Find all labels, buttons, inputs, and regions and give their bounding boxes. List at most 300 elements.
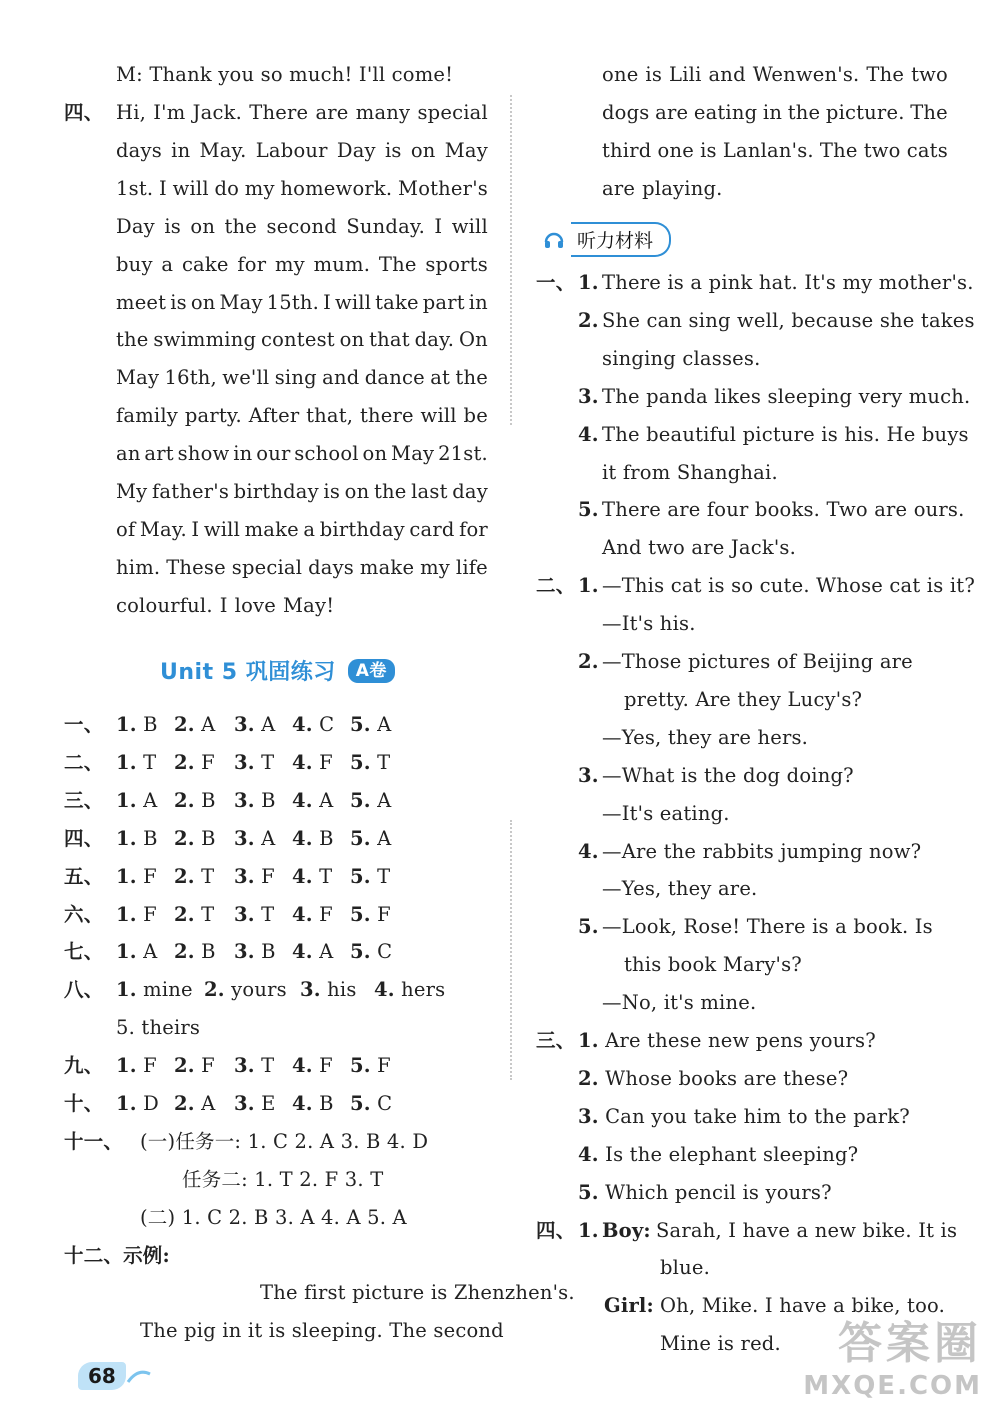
answer-item bbox=[350, 862, 390, 892]
answer-item bbox=[116, 710, 158, 740]
answer-item bbox=[234, 710, 275, 740]
passage-line bbox=[116, 591, 488, 621]
passage-line bbox=[116, 477, 488, 507]
listening-header bbox=[541, 222, 671, 257]
answer-value: A bbox=[136, 788, 158, 812]
column-divider-top bbox=[510, 95, 512, 425]
answer-label: 九、 bbox=[64, 1054, 104, 1078]
word: will bbox=[334, 290, 372, 314]
word: a bbox=[161, 252, 174, 276]
page-number-text: 68 bbox=[78, 1362, 126, 1390]
passage-line bbox=[116, 212, 488, 242]
word: The bbox=[866, 63, 905, 86]
script-line: Mine is red. bbox=[660, 1332, 781, 1356]
answer-number: 4. bbox=[292, 940, 313, 964]
continuation-line bbox=[602, 136, 948, 166]
script-line bbox=[578, 1064, 848, 1094]
answer-item bbox=[350, 1051, 391, 1081]
twelve-label: 十二、示例: bbox=[64, 1243, 170, 1267]
answer-item bbox=[174, 786, 216, 816]
answer-number: 3. bbox=[234, 1054, 255, 1078]
section-label: 四、 bbox=[536, 1218, 576, 1242]
answer-item bbox=[234, 1089, 276, 1119]
word: one bbox=[602, 63, 639, 86]
watermark-line-2: MXQE.COM bbox=[803, 1371, 982, 1401]
script-line: And two are Jack's. bbox=[602, 536, 797, 560]
answer-value: yours bbox=[224, 978, 287, 1002]
answer-number: 3. bbox=[234, 788, 255, 812]
answer-value: T bbox=[370, 864, 391, 888]
answer-number: 1. bbox=[116, 750, 137, 774]
watermark-line-1: 答案圈 bbox=[838, 1318, 982, 1369]
answer-value: T bbox=[312, 864, 333, 888]
word: sports bbox=[425, 252, 488, 276]
answer-number: 2. bbox=[174, 788, 195, 812]
unit-badge: A卷 bbox=[348, 659, 395, 683]
word: After bbox=[248, 404, 300, 428]
answer-number: 2. bbox=[174, 1092, 195, 1115]
twelve-line-1: The first picture is Zhenzhen's. bbox=[260, 1281, 575, 1304]
headphones-icon bbox=[541, 227, 567, 253]
answer-item bbox=[116, 748, 156, 778]
word: picture. bbox=[825, 100, 905, 124]
word: in bbox=[762, 100, 783, 124]
answer-item bbox=[292, 1051, 333, 1081]
answer-item bbox=[292, 710, 334, 740]
word: special bbox=[231, 555, 303, 579]
answer-value: T bbox=[194, 864, 215, 888]
word: dogs bbox=[602, 100, 650, 124]
item-number: 5. bbox=[578, 498, 599, 522]
passage-line bbox=[116, 288, 488, 318]
dialog-end: M: Thank you so much! I'll come! bbox=[116, 63, 454, 86]
word: the bbox=[373, 480, 407, 503]
word: a bbox=[303, 517, 316, 541]
answer-label: 六、 bbox=[64, 902, 104, 926]
answer-value: A bbox=[312, 788, 334, 812]
answer-number: 5. bbox=[350, 940, 371, 964]
word: of bbox=[116, 517, 136, 541]
answer-number: 1. bbox=[116, 1054, 137, 1078]
word: will bbox=[172, 176, 209, 200]
answer-value: T bbox=[194, 902, 215, 926]
answer-number: 3. bbox=[234, 902, 255, 926]
item-number: 4. bbox=[578, 422, 599, 446]
item-number: 1. bbox=[578, 574, 599, 598]
script-line bbox=[578, 1140, 858, 1170]
word: in bbox=[468, 290, 488, 314]
answer-number: 1. bbox=[116, 864, 137, 888]
answer-value: A bbox=[194, 1092, 216, 1115]
answer-label: 八、 bbox=[64, 978, 104, 1002]
answer-value: B bbox=[254, 788, 276, 812]
answer-value: F bbox=[312, 750, 333, 774]
word: Lanlan's. bbox=[722, 138, 814, 162]
script-line: There is a pink hat. It's my mother's. bbox=[602, 271, 974, 294]
word: The bbox=[910, 100, 948, 124]
word: birthday bbox=[233, 480, 319, 503]
answer-number: 4. bbox=[292, 864, 313, 888]
answer-item bbox=[234, 748, 274, 778]
answer-value: F bbox=[136, 902, 157, 926]
word: take bbox=[375, 290, 419, 314]
answer-number: 3. bbox=[234, 864, 255, 888]
item-number: 2. bbox=[578, 650, 599, 673]
script-line: —It's his. bbox=[602, 612, 696, 636]
answer-value: T bbox=[370, 750, 391, 774]
answer-number: 4. bbox=[292, 1092, 313, 1115]
word: school bbox=[294, 442, 359, 466]
answer-value: A bbox=[136, 940, 158, 964]
answer-value: F bbox=[194, 750, 215, 774]
script-line: Sarah, I have a new bike. It is bbox=[656, 1218, 958, 1242]
answer-value: B bbox=[136, 713, 158, 736]
word: playing. bbox=[642, 176, 723, 200]
word: cake bbox=[181, 252, 229, 276]
word: our bbox=[256, 442, 291, 466]
section-label: 三、 bbox=[536, 1029, 576, 1052]
answer-value: F bbox=[370, 1054, 391, 1078]
answer-item bbox=[174, 1051, 215, 1081]
answer-item bbox=[174, 1089, 215, 1119]
answer-value: his bbox=[320, 978, 357, 1002]
item-number: 3. bbox=[578, 1104, 599, 1128]
word: is bbox=[700, 138, 717, 162]
word: colourful. bbox=[116, 593, 213, 617]
word: May. bbox=[199, 138, 247, 162]
word: at bbox=[430, 366, 451, 390]
word: These bbox=[166, 555, 226, 579]
passage-line bbox=[116, 515, 488, 545]
answer-number: 2. bbox=[174, 940, 195, 964]
answer-value: A bbox=[370, 788, 392, 812]
answer-number: 4. bbox=[292, 750, 313, 774]
word: father's bbox=[151, 480, 230, 503]
answer-item: 5. theirs bbox=[116, 1016, 201, 1040]
word: in bbox=[233, 442, 253, 466]
word: 16th, bbox=[164, 366, 217, 390]
word: on bbox=[339, 328, 365, 352]
word: 21st. bbox=[438, 442, 488, 466]
answer-number: 1. bbox=[116, 826, 137, 850]
word: On bbox=[458, 328, 488, 352]
passage-line bbox=[116, 363, 488, 393]
answer-item bbox=[174, 824, 216, 854]
word: two bbox=[911, 63, 948, 86]
word: The bbox=[819, 138, 858, 162]
word: special bbox=[417, 101, 488, 124]
passage-line bbox=[116, 401, 488, 431]
word: on bbox=[344, 480, 370, 503]
word: There bbox=[249, 101, 309, 124]
word: on bbox=[190, 290, 216, 314]
passage-line bbox=[116, 174, 488, 204]
answer-item bbox=[350, 937, 392, 967]
word: Hi, bbox=[116, 101, 147, 124]
passage-line bbox=[116, 553, 488, 583]
answer-item bbox=[174, 710, 215, 740]
item-number: 5. bbox=[578, 915, 599, 939]
word: for bbox=[237, 252, 267, 276]
word: The bbox=[378, 252, 417, 276]
script-line: —Yes, they are. bbox=[602, 877, 758, 901]
answer-item bbox=[116, 1089, 159, 1119]
answer-number: 5. bbox=[350, 902, 371, 926]
answer-label: 五、 bbox=[64, 864, 104, 888]
answer-label: 十、 bbox=[64, 1092, 104, 1115]
answer-value: T bbox=[254, 1054, 275, 1078]
answer-value: E bbox=[254, 1092, 276, 1115]
word: be bbox=[463, 404, 488, 428]
answer-item bbox=[234, 824, 275, 854]
answer-number: 3. bbox=[300, 978, 321, 1002]
answer-value: F bbox=[136, 1054, 157, 1078]
word: show bbox=[177, 442, 230, 466]
answer-number: 1. bbox=[116, 788, 137, 812]
word: do bbox=[214, 176, 240, 200]
word: I bbox=[323, 290, 331, 314]
section-label: 一、 bbox=[536, 271, 576, 294]
word: buy bbox=[116, 252, 153, 276]
continuation-line bbox=[602, 98, 948, 128]
continuation-line bbox=[602, 60, 948, 90]
word: homework. bbox=[280, 176, 393, 200]
answer-number: 3. bbox=[234, 826, 255, 850]
answer-value: A bbox=[370, 826, 392, 850]
watermark bbox=[803, 1307, 982, 1401]
answer-number: 1. bbox=[116, 940, 137, 964]
word: May bbox=[219, 290, 263, 314]
script-line: There are four books. Two are ours. bbox=[602, 498, 965, 522]
answer-label: 三、 bbox=[64, 788, 104, 812]
answer-number: 5. bbox=[350, 826, 371, 850]
answer-item bbox=[174, 862, 214, 892]
word: the bbox=[116, 328, 149, 352]
word: on bbox=[362, 442, 388, 466]
answer-value: A bbox=[254, 826, 276, 850]
item-number: 1. bbox=[578, 1029, 599, 1052]
word: meet bbox=[116, 290, 167, 314]
word: is bbox=[170, 290, 187, 314]
continuation-line bbox=[602, 174, 948, 204]
answer-number: 5. bbox=[350, 713, 371, 736]
script-line: pretty. Are they Lucy's? bbox=[624, 687, 863, 711]
word: that, bbox=[306, 404, 354, 428]
word: May bbox=[116, 366, 160, 390]
answer-number: 1. bbox=[116, 902, 137, 926]
word: card bbox=[409, 517, 455, 541]
answer-item bbox=[204, 975, 287, 1005]
word: are bbox=[602, 176, 636, 200]
answer-number: 2. bbox=[174, 750, 195, 774]
answer-value: A bbox=[194, 713, 216, 736]
eleven-part-2: (二) 1. C 2. B 3. A 4. A 5. A bbox=[140, 1205, 407, 1229]
word: I bbox=[219, 593, 228, 617]
word: Day bbox=[116, 214, 155, 238]
answer-number: 3. bbox=[234, 1092, 255, 1115]
item-number: 2. bbox=[578, 1066, 599, 1090]
word: love bbox=[234, 593, 276, 617]
answer-number: 1. bbox=[116, 978, 137, 1002]
word: him. bbox=[116, 555, 161, 579]
answer-value: F bbox=[370, 902, 391, 926]
word: on bbox=[410, 138, 436, 162]
word: May bbox=[444, 138, 488, 162]
word: 1st. bbox=[116, 176, 154, 200]
script-line: —What is the dog doing? bbox=[602, 763, 854, 787]
word: we'll bbox=[222, 366, 270, 390]
item-number: 4. bbox=[578, 839, 599, 863]
word: days bbox=[308, 555, 355, 579]
word: will bbox=[451, 214, 488, 238]
word: eating bbox=[693, 100, 758, 124]
answer-number: 4. bbox=[292, 1054, 313, 1078]
word: and bbox=[708, 63, 746, 86]
script-line: The beautiful picture is his. He buys bbox=[602, 422, 969, 446]
word: mum. bbox=[313, 252, 371, 276]
word: Wenwen's. bbox=[752, 63, 860, 86]
word: last bbox=[411, 480, 448, 503]
script-line: —Are the rabbits jumping now? bbox=[602, 839, 922, 863]
answer-number: 5. bbox=[350, 1054, 371, 1078]
word: days bbox=[116, 138, 162, 162]
answer-value: F bbox=[194, 1054, 215, 1078]
answer-item bbox=[292, 862, 332, 892]
answer-number: 5. bbox=[350, 864, 371, 888]
word: part bbox=[422, 290, 465, 314]
word: birthday bbox=[319, 517, 405, 541]
word: is bbox=[323, 480, 341, 503]
answer-item bbox=[292, 937, 333, 967]
answer-value: F bbox=[312, 1054, 333, 1078]
answer-number: 2. bbox=[174, 902, 195, 926]
word: many bbox=[355, 101, 411, 124]
word: the bbox=[787, 100, 821, 124]
answer-item bbox=[174, 900, 214, 930]
word: my bbox=[244, 176, 275, 200]
word: family bbox=[116, 404, 179, 428]
answer-label: 七、 bbox=[64, 940, 104, 964]
eleven-task-2: 任务二: 1. T 2. F 3. T bbox=[182, 1167, 384, 1191]
script-line: —Yes, they are hers. bbox=[602, 725, 809, 749]
answer-item bbox=[234, 937, 276, 967]
script-line: —Look, Rose! There is a book. Is bbox=[602, 915, 933, 939]
answer-item bbox=[174, 937, 216, 967]
answer-number: 5. bbox=[350, 750, 371, 774]
answer-item bbox=[292, 900, 333, 930]
word: is bbox=[645, 63, 663, 86]
script-line: —No, it's mine. bbox=[602, 991, 757, 1015]
answer-value: B bbox=[254, 940, 276, 964]
word: the bbox=[455, 366, 488, 390]
answer-item bbox=[350, 900, 391, 930]
answer-item bbox=[292, 1089, 334, 1119]
answer-number: 3. bbox=[234, 750, 255, 774]
passage-line bbox=[116, 325, 488, 355]
answer-value: B bbox=[194, 788, 216, 812]
answer-item bbox=[350, 748, 390, 778]
answer-item bbox=[292, 824, 334, 854]
answer-value: hers bbox=[394, 978, 446, 1002]
answer-item bbox=[350, 1089, 392, 1119]
answer-value: C bbox=[370, 1092, 393, 1115]
script-line: singing classes. bbox=[602, 346, 761, 370]
word: on bbox=[190, 214, 216, 238]
script-line: —Those pictures of Beijing are bbox=[602, 650, 913, 673]
word: my bbox=[420, 555, 450, 579]
answer-number: 2. bbox=[174, 713, 195, 736]
script-line: She can sing well, because she takes bbox=[602, 308, 975, 332]
word: Day bbox=[336, 138, 376, 162]
word: Labour bbox=[255, 138, 328, 162]
answer-number: 5. bbox=[350, 788, 371, 812]
script-line: Oh, Mike. I have a bike, too. bbox=[660, 1294, 946, 1318]
answer-item bbox=[116, 1051, 157, 1081]
word: I'm bbox=[153, 101, 186, 124]
word: make bbox=[244, 517, 299, 541]
script-text: Is the elephant sleeping? bbox=[598, 1142, 859, 1166]
word: Sunday. bbox=[346, 214, 425, 238]
answer-label: 十一、 bbox=[64, 1129, 124, 1153]
answer-item bbox=[234, 862, 275, 892]
answer-item bbox=[116, 937, 157, 967]
answer-number: 4. bbox=[292, 788, 313, 812]
unit-title-text: Unit 5 巩固练习 bbox=[160, 660, 336, 685]
answer-number: 2. bbox=[174, 864, 195, 888]
answer-value: B bbox=[136, 826, 158, 850]
listening-title: 听力材料 bbox=[571, 222, 671, 257]
answer-value: F bbox=[312, 902, 333, 926]
answer-number: 3. bbox=[234, 940, 255, 964]
script-line: —It's eating. bbox=[602, 801, 730, 825]
answer-value: T bbox=[136, 750, 157, 774]
item-number: 3. bbox=[578, 384, 599, 408]
answer-value: A bbox=[254, 713, 276, 736]
word: sing bbox=[274, 366, 317, 390]
item-number: 2. bbox=[578, 308, 599, 332]
answer-value: C bbox=[370, 940, 393, 964]
script-line: The panda likes sleeping very much. bbox=[602, 384, 971, 408]
answer-value: D bbox=[136, 1092, 159, 1115]
word: day bbox=[452, 480, 488, 503]
answer-item bbox=[374, 975, 445, 1005]
answer-item bbox=[116, 824, 158, 854]
answer-item bbox=[300, 975, 357, 1005]
answer-number: 4. bbox=[292, 713, 313, 736]
word: there bbox=[359, 404, 414, 428]
answer-item bbox=[234, 1051, 274, 1081]
word: I bbox=[434, 214, 443, 238]
word: an bbox=[116, 442, 141, 466]
unit-title bbox=[160, 655, 395, 686]
answer-number: 5. bbox=[350, 1092, 371, 1115]
word: third bbox=[602, 138, 652, 162]
word: party. bbox=[184, 404, 242, 428]
column-divider-bottom bbox=[510, 820, 512, 1080]
word: two bbox=[863, 138, 901, 162]
script-text: Are these new pens yours? bbox=[598, 1029, 876, 1052]
script-text: Which pencil is yours? bbox=[598, 1180, 832, 1204]
answer-value: B bbox=[194, 940, 216, 964]
answer-value: T bbox=[254, 750, 275, 774]
word: dance bbox=[364, 366, 425, 390]
word: will bbox=[203, 517, 241, 541]
twelve-line-2: The pig in it is sleeping. The second bbox=[140, 1319, 504, 1342]
word: day. bbox=[414, 328, 455, 352]
answer-number: 2. bbox=[174, 826, 195, 850]
answer-number: 4. bbox=[292, 826, 313, 850]
page-number bbox=[78, 1362, 152, 1390]
